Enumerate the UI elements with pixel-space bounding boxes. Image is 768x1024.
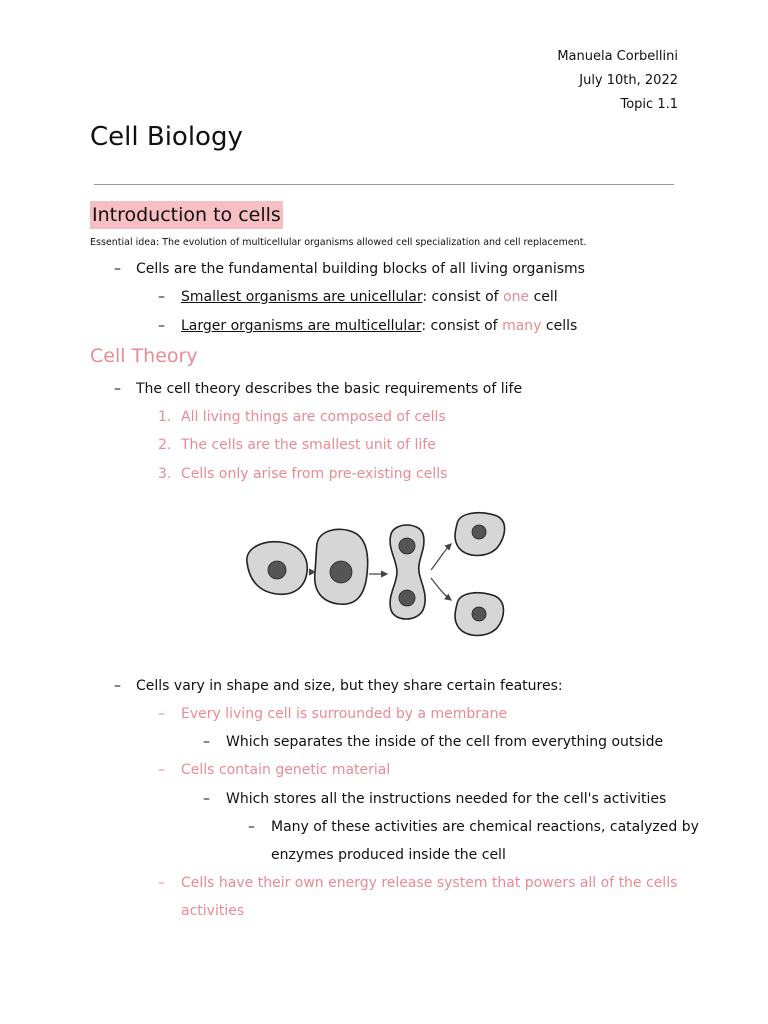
bullet-dash: – (158, 875, 165, 891)
text-run: : consist of (421, 318, 503, 334)
divider (94, 184, 674, 185)
section-heading-intro: Introduction to cells (90, 201, 283, 229)
list-number: 3. (158, 466, 172, 482)
feature-genetic-detail: Which stores all the instructions needed for the cell's activities (226, 791, 667, 807)
highlight-one: one (503, 289, 530, 305)
highlight-many: many (502, 318, 542, 334)
bullet-dash: – (158, 706, 165, 722)
feature-energy-line2: activities (181, 903, 245, 919)
bullet-dash: – (158, 762, 165, 778)
multicellular-term: Larger organisms are multicellular (181, 318, 422, 334)
cell-division-illustration (235, 500, 535, 650)
feature-energy-line1: Cells have their own energy release system that powers all of the cells (181, 875, 678, 891)
list-number: 2. (158, 437, 172, 453)
section-heading-cell-theory: Cell Theory (90, 345, 198, 367)
bullet-shared-features: Cells vary in shape and size, but they share certain features: (136, 678, 563, 694)
bullet-dash: – (203, 734, 210, 750)
unicellular-term: Smallest organisms are unicellular (181, 289, 423, 305)
text-run: : consist of (422, 289, 504, 305)
bullet-multicellular (181, 318, 577, 334)
bullet-dash: – (158, 318, 165, 334)
document-date: July 10th, 2022 (579, 73, 678, 88)
bullet-dash: – (158, 289, 165, 305)
bullet-dash: – (248, 819, 255, 835)
bullet-unicellular (181, 289, 558, 305)
essential-idea: Essential idea: The evolution of multicellular organisms allowed cell specialization and cell replacement. (90, 237, 587, 248)
topic-label: Topic 1.1 (620, 97, 678, 112)
feature-genetic-material: Cells contain genetic material (181, 762, 391, 778)
feature-enzymes-line1: Many of these activities are chemical reactions, catalyzed by (271, 819, 699, 835)
feature-enzymes-line2: enzymes produced inside the cell (271, 847, 506, 863)
theory-item-1: All living things are composed of cells (181, 409, 446, 425)
bullet-dash: – (114, 381, 121, 397)
list-number: 1. (158, 409, 172, 425)
feature-membrane: Every living cell is surrounded by a membrane (181, 706, 508, 722)
text-run: cells (541, 318, 578, 334)
bullet-dash: – (203, 791, 210, 807)
page-title: Cell Biology (90, 122, 243, 152)
theory-item-3: Cells only arise from pre-existing cells (181, 466, 448, 482)
theory-item-2: The cells are the smallest unit of life (181, 437, 436, 453)
text-run: cell (529, 289, 558, 305)
bullet-dash: – (114, 678, 121, 694)
bullet-cell-theory: The cell theory describes the basic requirements of life (136, 381, 523, 397)
bullet-dash: – (114, 261, 121, 277)
bullet-building-blocks: Cells are the fundamental building blocks of all living organisms (136, 261, 585, 277)
author-name: Manuela Corbellini (557, 49, 678, 64)
feature-membrane-detail: Which separates the inside of the cell from everything outside (226, 734, 664, 750)
